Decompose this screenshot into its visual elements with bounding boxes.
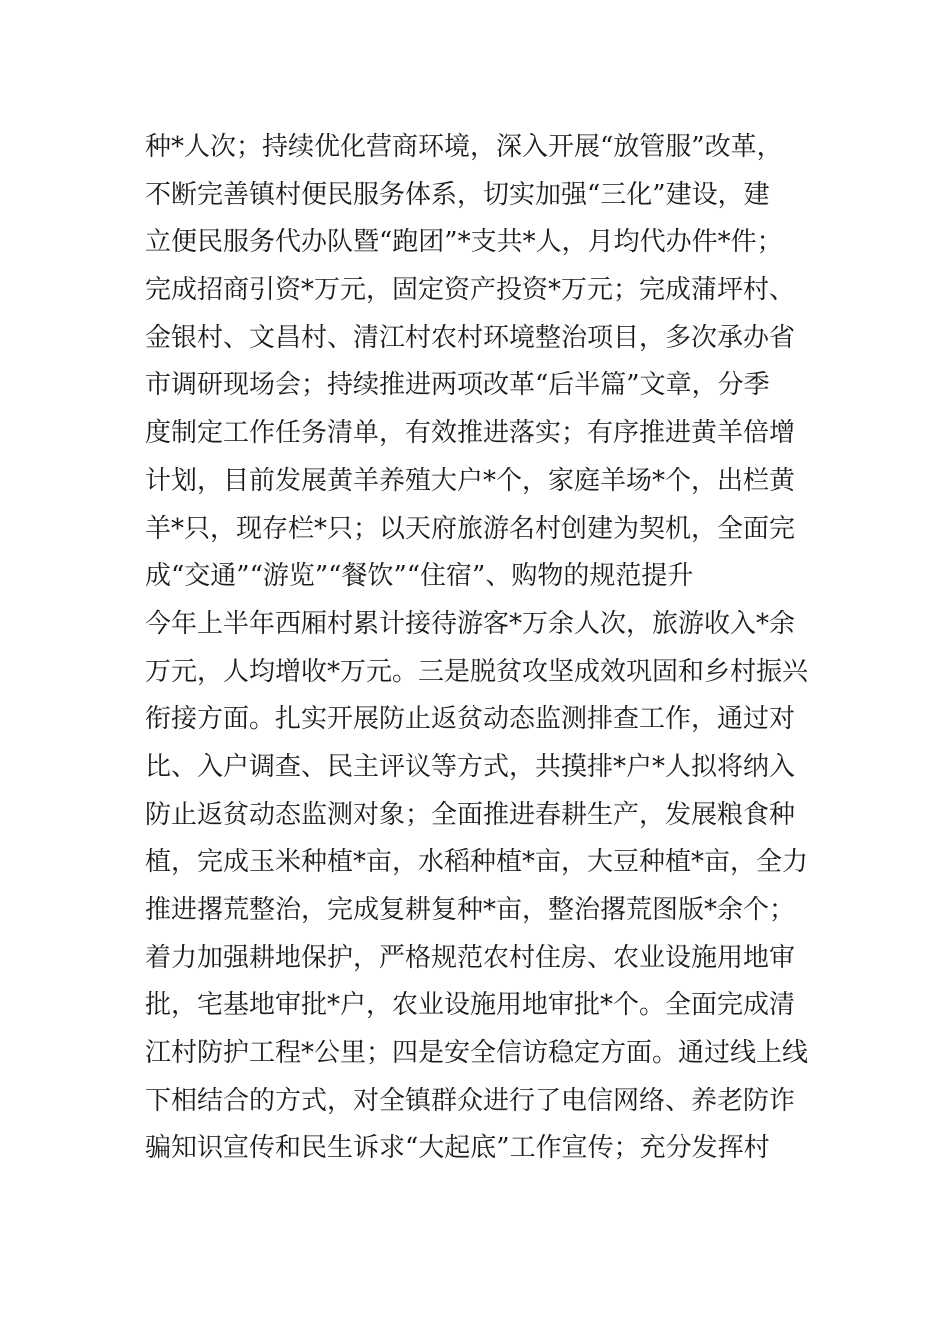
text-line: 比、入户调查、民主评议等方式，共摸排*户*人拟将纳入 (145, 751, 796, 782)
body-text (145, 124, 815, 1173)
text-line: 骗知识宣传和民生诉求“大起底”工作宣传；充分发挥村 (145, 1133, 770, 1164)
text-line: 着力加强耕地保护，严格规范农村住房、农业设施用地审 (145, 942, 796, 973)
text-line: 植，完成玉米种植*亩，水稻种植*亩，大豆种植*亩，全力 (145, 847, 809, 878)
text-line: 不断完善镇村便民服务体系，切实加强“三化”建设，建 (145, 179, 770, 210)
text-line: 完成招商引资*万元，固定资产投资*万元；完成蒲坪村、 (145, 275, 796, 306)
text-line: 下相结合的方式，对全镇群众进行了电信网络、养老防诈 (145, 1085, 796, 1116)
text-line: 防止返贫动态监测对象；全面推进春耕生产，发展粮食种 (145, 799, 796, 830)
text-line: 成“交通”“游览”“餐饮”“住宿”、购物的规范提升 (145, 561, 694, 592)
text-line: 批，宅基地审批*户，农业设施用地审批*个。全面完成清 (145, 990, 796, 1021)
text-line: 立便民服务代办队暨“跑团”*支共*人，月均代办件*件； (145, 227, 783, 258)
text-line: 市调研现场会；持续推进两项改革“后半篇”文章，分季 (145, 370, 770, 401)
text-line: 江村防护工程*公里；四是安全信访稳定方面。通过线上线 (145, 1038, 809, 1069)
text-line: 种*人次；持续优化营商环境，深入开展“放管服”改革， (145, 132, 783, 162)
text-line: 衔接方面。扎实开展防止返贫动态监测排查工作，通过对 (145, 704, 796, 735)
text-line: 羊*只，现存栏*只；以天府旅游名村创建为契机，全面完 (145, 513, 796, 544)
text-line: 度制定工作任务清单，有效推进落实；有序推进黄羊倍增 (145, 418, 796, 449)
text-line: 计划，目前发展黄羊养殖大户*个，家庭羊场*个，出栏黄 (145, 465, 796, 496)
text-line: 推进撂荒整治，完成复耕复种*亩，整治撂荒图版*余个； (145, 895, 796, 925)
text-line: 金银村、文昌村、清江村农村环境整治项目，多次承办省 (145, 322, 796, 353)
text-line: 今年上半年西厢村累计接待游客*万余人次，旅游收入*余 (145, 608, 796, 639)
text-line: 万元，人均增收*万元。三是脱贫攻坚成效巩固和乡村振兴 (145, 656, 809, 687)
